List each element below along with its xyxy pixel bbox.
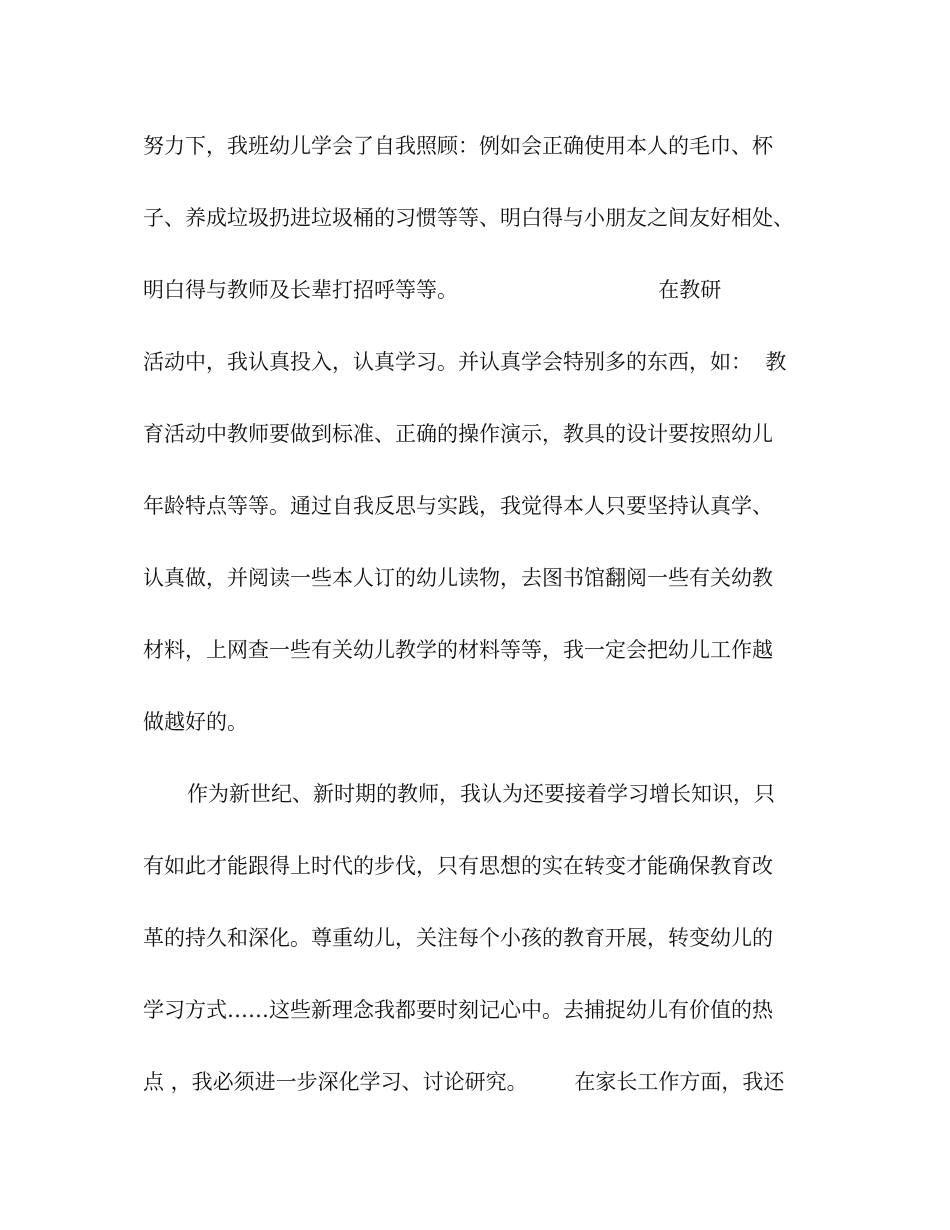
text-line: 材料，上网查一些有关幼儿教学的材料等等，我一定会把幼儿工作越	[143, 638, 773, 662]
text-line: 点 ，我必须进一步深化学习、讨论研究。 在家长工作方面，我还	[143, 1070, 785, 1094]
text-line: 学习方式……这些新理念我都要时刻记心中。去捕捉幼儿有价值的热	[143, 998, 773, 1022]
paragraph-first-line: 作为新世纪、新时期的教师，我认为还要接着学习增长知识，只	[187, 782, 775, 806]
text-line: 明白得与教师及长辈打招呼等等。 在教研	[143, 278, 722, 302]
text-line: 努力下，我班幼儿学会了自我照顾：例如会正确使用本人的毛巾、杯	[143, 134, 773, 158]
text-line: 认真做，并阅读一些本人订的幼儿读物，去图书馆翻阅一些有关幼教	[143, 566, 773, 590]
text-line: 年龄特点等等。通过自我反思与实践，我觉得本人只要坚持认真学、	[143, 494, 773, 518]
text-line: 做越好的。	[143, 710, 248, 734]
text-line: 革的持久和深化。尊重幼儿，关注每个小孩的教育开展，转变幼儿的	[143, 926, 773, 950]
text-line: 子、养成垃圾扔进垃圾桶的习惯等等、明白得与小朋友之间友好相处、	[143, 206, 794, 230]
text-line: 有如此才能跟得上时代的步伐，只有思想的实在转变才能确保教育改	[143, 854, 773, 878]
text-line: 活动中，我认真投入，认真学习。并认真学会特别多的东西，如： 教	[143, 350, 787, 374]
text-line: 育活动中教师要做到标准、正确的操作演示，教具的设计要按照幼儿	[143, 422, 773, 446]
